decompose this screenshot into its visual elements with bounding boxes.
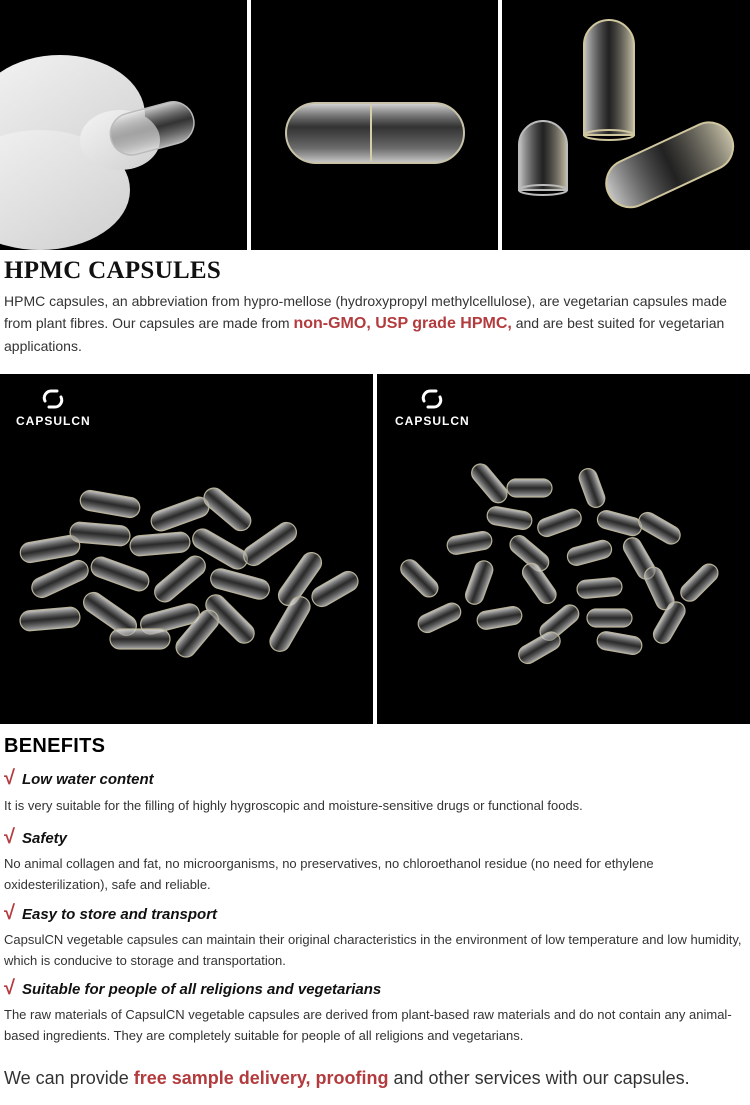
check-icon: √ [4, 902, 15, 924]
intro-paragraph [4, 290, 746, 357]
intro-text-1: HPMC capsules, an abbreviation from hypro-mellose (hydroxypropyl methylcellulose), are vegetarian capsules made from plant fibres. Our capsules are made from [4, 293, 727, 331]
benefit-desc-religions: The raw materials of CapsulCN vegetable capsules are derived from plant-based raw materials and do not contain any animal-based ingredients. They are completely suitable for people of all religions and vegetarians. [4, 1007, 732, 1043]
photo-single-capsule [251, 0, 498, 250]
footer-statement [4, 1068, 690, 1089]
footer-text-2: and other services with our capsules. [388, 1068, 690, 1088]
benefit-desc-safety: No animal collagen and fat, no microorganisms, no preservatives, no chloroethanol residue (no need for ethylene oxidesterilization), safe and reliable. [4, 856, 654, 892]
benefit-title-low-water [4, 767, 154, 790]
benefits-heading: BENEFITS [4, 735, 106, 757]
check-icon: √ [4, 826, 15, 848]
benefit-title-text: Safety [21, 830, 68, 847]
photo-capsule-pile-2 [377, 374, 750, 724]
benefit-desc-low-water: It is very suitable for the filling of highly hygroscopic and moisture-sensitive drugs or functional foods. [4, 798, 583, 813]
intro-highlight: non-GMO, USP grade HPMC, [293, 315, 512, 332]
top-photo-row [0, 0, 750, 250]
intro-text-2: and are best suited for vegetarian applications. [4, 315, 725, 354]
photo-capsule-gloved-hand [0, 0, 247, 250]
benefit-title-religions [4, 977, 381, 1000]
brand-logo-text: CAPSULCN [16, 414, 91, 428]
middle-photo-row [0, 374, 750, 724]
benefit-title-text: Low water content [21, 771, 154, 788]
check-icon: √ [4, 977, 15, 999]
benefit-title-text: Suitable for people of all religions and vegetarians [21, 981, 382, 998]
footer-text-1: We can provide [4, 1068, 134, 1088]
benefit-title-store-transport [4, 902, 217, 925]
footer-highlight: free sample delivery, proofing [133, 1068, 389, 1088]
brand-logo-text: CAPSULCN [395, 414, 470, 428]
photo-capsule-pile-1 [0, 374, 373, 724]
benefit-title-text: Easy to store and transport [21, 906, 218, 923]
page-title: HPMC CAPSULES [4, 257, 222, 284]
benefit-title-safety [4, 826, 67, 849]
benefit-desc-store-transport: CapsulCN vegetable capsules can maintain their original characteristics in the environment of low temperature and low humidity, which is conducive to storage and transportation. [4, 932, 742, 968]
photo-open-capsules [502, 0, 750, 250]
check-icon: √ [4, 767, 15, 789]
